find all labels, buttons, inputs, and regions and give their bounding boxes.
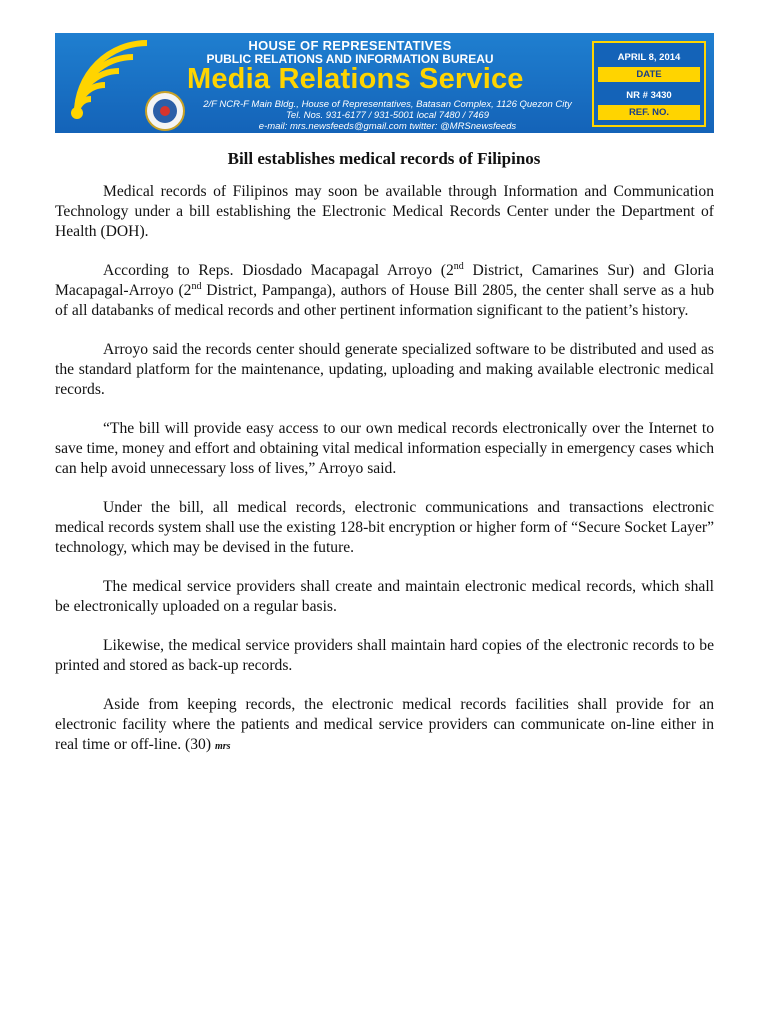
article-title: Bill establishes medical records of Filipinos [227, 149, 541, 168]
ref-value: NR # 3430 [626, 90, 672, 101]
date-value: APRIL 8, 2014 [617, 52, 681, 63]
paragraph-2 [55, 261, 714, 321]
p2-part-a: According to Reps. Diosdado Macapagal Arroyo (2 [103, 262, 454, 279]
p2-sup-2: nd [191, 280, 202, 292]
p2-part-c: District, Pampanga), authors of House Bill 2805, the center shall serve as a hub of all databanks of medical records and other pertinent information significant to the patient’s history. [55, 282, 714, 319]
paragraph-1: Medical records of Filipinos may soon be available through Information and Communication Technology under a bill establishing the Electronic Medical Records Center under the Department of Health (DOH). [55, 183, 714, 240]
signature: mrs [214, 741, 231, 752]
org-line1: HOUSE OF REPRESENTATIVES [248, 38, 452, 53]
org-line2: PUBLIC RELATIONS AND INFORMATION BUREAU [206, 52, 494, 66]
paragraph-6: The medical service providers shall create and maintain electronic medical records, which shall be electronically uploaded on a regular basis. [55, 578, 714, 615]
date-label: DATE [598, 67, 700, 82]
paragraph-8 [55, 695, 714, 757]
contact-block [190, 99, 585, 132]
date-ref-box [592, 41, 706, 127]
ref-label: REF. NO. [598, 105, 700, 120]
contact-line: e-mail: mrs.newsfeeds@gmail.com twitter: @MRSnewsfeeds [258, 121, 517, 132]
p8-text: Aside from keeping records, the electronic medical records facilities shall provide for an electronic facility where the patients and medical service providers can communicate on-line either in real time or off-line. (30) [55, 696, 714, 753]
paragraph-3: Arroyo said the records center should generate specialized software to be distributed and used as the standard platform for the maintenance, updating, uploading and making available electronic medical records. [55, 341, 714, 398]
house-seal-icon [145, 91, 185, 131]
p2-sup-1: nd [453, 260, 464, 272]
address-line: 2/F NCR-F Main Bldg., House of Representatives, Batasan Complex, 1126 Quezon City [203, 99, 572, 110]
phone-line: Tel. Nos. 931-6177 / 931-5001 local 7480 / 7469 [286, 110, 489, 121]
header-banner [55, 33, 714, 133]
paragraph-5: Under the bill, all medical records, electronic communications and transactions electronic medical records system shall use the existing 128-bit encryption or higher form of “Secure Socket Layer” technology, which may be devised in the future. [55, 499, 714, 556]
p2-part-b: District, Camarines Sur) and Gloria Macapagal-Arroyo (2 [55, 262, 714, 299]
article-body [55, 182, 714, 776]
paragraph-7: Likewise, the medical service providers shall maintain hard copies of the electronic records to be printed and stored as back-up records. [55, 637, 714, 674]
paragraph-4: “The bill will provide easy access to our own medical records electronically over the Internet to save time, money and effort and obtaining vital medical information especially in emergency cases which can help avoid unnecessary loss of lives,” Arroyo said. [55, 420, 714, 477]
service-title: Media Relations Service [187, 63, 524, 95]
